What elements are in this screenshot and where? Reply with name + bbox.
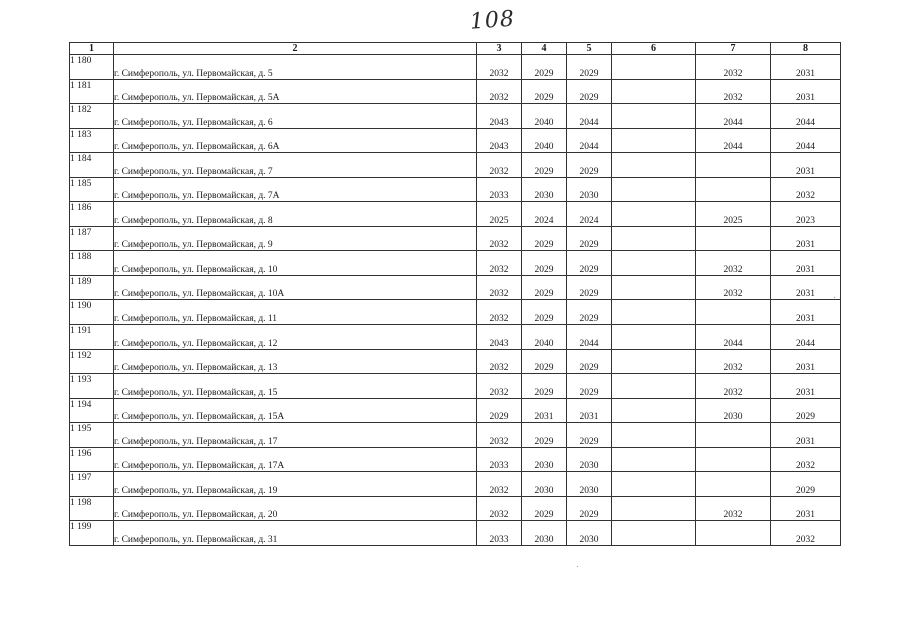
row-number-cell: 1 199 (70, 521, 114, 546)
column-7-cell: 2044 (696, 128, 771, 153)
column-6-cell (612, 251, 696, 276)
row-number-cell: 1 182 (70, 104, 114, 129)
column-7-cell: 2030 (696, 398, 771, 423)
column-3-cell: 2032 (477, 226, 522, 251)
column-header-1: 1 (70, 43, 114, 55)
column-8-cell: 2032 (771, 447, 841, 472)
table-row (70, 275, 841, 300)
column-4-cell: 2030 (522, 177, 567, 202)
column-8-cell: 2031 (771, 496, 841, 521)
column-6-cell (612, 521, 696, 546)
column-5-cell: 2029 (567, 251, 612, 276)
column-6-cell (612, 374, 696, 399)
row-number-cell: 1 180 (70, 55, 114, 80)
column-8-cell: 2031 (771, 423, 841, 448)
column-8-cell: 2029 (771, 472, 841, 497)
column-4-cell: 2029 (522, 349, 567, 374)
column-7-cell: 2025 (696, 202, 771, 227)
column-5-cell: 2029 (567, 374, 612, 399)
row-number-cell: 1 195 (70, 423, 114, 448)
column-7-cell: 2044 (696, 325, 771, 350)
row-number-cell: 1 189 (70, 275, 114, 300)
column-3-cell: 2032 (477, 275, 522, 300)
column-5-cell: 2029 (567, 275, 612, 300)
column-header-5: 5 (567, 43, 612, 55)
row-number-cell: 1 186 (70, 202, 114, 227)
scan-speck (834, 297, 835, 298)
column-7-cell (696, 300, 771, 325)
column-4-cell: 2030 (522, 521, 567, 546)
column-4-cell: 2029 (522, 153, 567, 178)
column-8-cell: 2031 (771, 374, 841, 399)
column-6-cell (612, 325, 696, 350)
row-number-cell: 1 194 (70, 398, 114, 423)
table-row (70, 521, 841, 546)
address-cell: г. Симферополь, ул. Первомайская, д. 11 (114, 300, 477, 325)
column-8-cell: 2044 (771, 128, 841, 153)
column-7-cell (696, 423, 771, 448)
address-cell: г. Симферополь, ул. Первомайская, д. 12 (114, 325, 477, 350)
row-number-cell: 1 184 (70, 153, 114, 178)
column-3-cell: 2032 (477, 300, 522, 325)
column-4-cell: 2029 (522, 275, 567, 300)
table-row (70, 496, 841, 521)
column-4-cell: 2029 (522, 300, 567, 325)
address-cell: г. Симферополь, ул. Первомайская, д. 10А (114, 275, 477, 300)
table-row (70, 202, 841, 227)
column-5-cell: 2044 (567, 128, 612, 153)
column-5-cell: 2031 (567, 398, 612, 423)
row-number-cell: 1 181 (70, 79, 114, 104)
address-cell: г. Симферополь, ул. Первомайская, д. 7А (114, 177, 477, 202)
column-7-cell (696, 447, 771, 472)
column-5-cell: 2029 (567, 55, 612, 80)
column-header-7: 7 (696, 43, 771, 55)
column-4-cell: 2029 (522, 226, 567, 251)
row-number-cell: 1 197 (70, 472, 114, 497)
column-3-cell: 2043 (477, 325, 522, 350)
address-cell: г. Симферополь, ул. Первомайская, д. 15 (114, 374, 477, 399)
scan-speck (577, 566, 578, 567)
column-5-cell: 2029 (567, 153, 612, 178)
table-row (70, 128, 841, 153)
address-cell: г. Симферополь, ул. Первомайская, д. 31 (114, 521, 477, 546)
row-number-cell: 1 187 (70, 226, 114, 251)
column-7-cell (696, 177, 771, 202)
column-6-cell (612, 496, 696, 521)
column-8-cell: 2044 (771, 325, 841, 350)
column-7-cell: 2044 (696, 104, 771, 129)
table-row (70, 325, 841, 350)
address-cell: г. Симферополь, ул. Первомайская, д. 5А (114, 79, 477, 104)
column-4-cell: 2029 (522, 251, 567, 276)
column-4-cell: 2040 (522, 325, 567, 350)
column-7-cell: 2032 (696, 251, 771, 276)
row-number-cell: 1 193 (70, 374, 114, 399)
column-7-cell: 2032 (696, 374, 771, 399)
column-5-cell: 2029 (567, 423, 612, 448)
column-3-cell: 2032 (477, 349, 522, 374)
column-8-cell: 2023 (771, 202, 841, 227)
handwritten-page-number: 108 (469, 6, 516, 35)
column-4-cell: 2030 (522, 447, 567, 472)
row-number-cell: 1 185 (70, 177, 114, 202)
address-cell: г. Симферополь, ул. Первомайская, д. 17А (114, 447, 477, 472)
column-3-cell: 2025 (477, 202, 522, 227)
address-cell: г. Симферополь, ул. Первомайская, д. 6А (114, 128, 477, 153)
column-6-cell (612, 79, 696, 104)
column-3-cell: 2032 (477, 79, 522, 104)
column-6-cell (612, 472, 696, 497)
column-8-cell: 2032 (771, 521, 841, 546)
column-5-cell: 2030 (567, 177, 612, 202)
row-number-cell: 1 190 (70, 300, 114, 325)
column-3-cell: 2032 (477, 472, 522, 497)
column-3-cell: 2033 (477, 521, 522, 546)
address-cell: г. Симферополь, ул. Первомайская, д. 10 (114, 251, 477, 276)
column-6-cell (612, 447, 696, 472)
table-row (70, 349, 841, 374)
column-5-cell: 2044 (567, 325, 612, 350)
column-5-cell: 2030 (567, 521, 612, 546)
column-8-cell: 2029 (771, 398, 841, 423)
column-number-header-row (70, 43, 841, 55)
table-row (70, 251, 841, 276)
column-3-cell: 2032 (477, 153, 522, 178)
column-7-cell (696, 153, 771, 178)
column-7-cell: 2032 (696, 496, 771, 521)
column-7-cell (696, 472, 771, 497)
address-cell: г. Симферополь, ул. Первомайская, д. 6 (114, 104, 477, 129)
table-row (70, 398, 841, 423)
row-number-cell: 1 192 (70, 349, 114, 374)
column-3-cell: 2032 (477, 496, 522, 521)
table-body (70, 55, 841, 546)
column-8-cell: 2032 (771, 177, 841, 202)
address-schedule-table (69, 42, 841, 546)
column-5-cell: 2030 (567, 447, 612, 472)
row-number-cell: 1 188 (70, 251, 114, 276)
column-3-cell: 2029 (477, 398, 522, 423)
column-5-cell: 2024 (567, 202, 612, 227)
column-5-cell: 2029 (567, 79, 612, 104)
column-3-cell: 2043 (477, 104, 522, 129)
table-row (70, 300, 841, 325)
column-6-cell (612, 423, 696, 448)
column-3-cell: 2033 (477, 447, 522, 472)
address-cell: г. Симферополь, ул. Первомайская, д. 17 (114, 423, 477, 448)
column-8-cell: 2031 (771, 153, 841, 178)
column-5-cell: 2029 (567, 226, 612, 251)
column-4-cell: 2029 (522, 423, 567, 448)
table-row (70, 177, 841, 202)
column-3-cell: 2032 (477, 55, 522, 80)
column-3-cell: 2032 (477, 374, 522, 399)
column-4-cell: 2040 (522, 104, 567, 129)
column-3-cell: 2033 (477, 177, 522, 202)
column-8-cell: 2031 (771, 275, 841, 300)
column-4-cell: 2029 (522, 496, 567, 521)
address-cell: г. Симферополь, ул. Первомайская, д. 20 (114, 496, 477, 521)
table-row (70, 472, 841, 497)
table-row (70, 423, 841, 448)
column-8-cell: 2031 (771, 349, 841, 374)
column-header-4: 4 (522, 43, 567, 55)
column-6-cell (612, 398, 696, 423)
column-5-cell: 2044 (567, 104, 612, 129)
column-5-cell: 2029 (567, 300, 612, 325)
address-cell: г. Симферополь, ул. Первомайская, д. 13 (114, 349, 477, 374)
column-8-cell: 2031 (771, 226, 841, 251)
column-7-cell (696, 521, 771, 546)
address-cell: г. Симферополь, ул. Первомайская, д. 8 (114, 202, 477, 227)
table-row (70, 226, 841, 251)
column-4-cell: 2024 (522, 202, 567, 227)
column-4-cell: 2040 (522, 128, 567, 153)
column-6-cell (612, 104, 696, 129)
column-header-6: 6 (612, 43, 696, 55)
column-6-cell (612, 202, 696, 227)
table-row (70, 374, 841, 399)
table-row (70, 153, 841, 178)
column-6-cell (612, 55, 696, 80)
table-row (70, 447, 841, 472)
table-row (70, 79, 841, 104)
column-4-cell: 2029 (522, 374, 567, 399)
address-cell: г. Симферополь, ул. Первомайская, д. 5 (114, 55, 477, 80)
address-cell: г. Симферополь, ул. Первомайская, д. 15А (114, 398, 477, 423)
column-header-8: 8 (771, 43, 841, 55)
column-6-cell (612, 300, 696, 325)
column-7-cell: 2032 (696, 79, 771, 104)
row-number-cell: 1 196 (70, 447, 114, 472)
column-header-3: 3 (477, 43, 522, 55)
column-3-cell: 2032 (477, 423, 522, 448)
column-4-cell: 2031 (522, 398, 567, 423)
column-4-cell: 2029 (522, 79, 567, 104)
column-5-cell: 2029 (567, 496, 612, 521)
column-8-cell: 2031 (771, 55, 841, 80)
column-7-cell: 2032 (696, 55, 771, 80)
column-6-cell (612, 275, 696, 300)
column-7-cell (696, 226, 771, 251)
column-6-cell (612, 226, 696, 251)
column-header-2: 2 (114, 43, 477, 55)
row-number-cell: 1 183 (70, 128, 114, 153)
column-4-cell: 2029 (522, 55, 567, 80)
column-8-cell: 2031 (771, 251, 841, 276)
column-6-cell (612, 349, 696, 374)
column-6-cell (612, 128, 696, 153)
column-8-cell: 2031 (771, 300, 841, 325)
address-cell: г. Симферополь, ул. Первомайская, д. 9 (114, 226, 477, 251)
column-3-cell: 2032 (477, 251, 522, 276)
address-cell: г. Симферополь, ул. Первомайская, д. 7 (114, 153, 477, 178)
row-number-cell: 1 191 (70, 325, 114, 350)
column-5-cell: 2029 (567, 349, 612, 374)
column-6-cell (612, 177, 696, 202)
address-cell: г. Симферополь, ул. Первомайская, д. 19 (114, 472, 477, 497)
column-8-cell: 2031 (771, 79, 841, 104)
column-7-cell: 2032 (696, 349, 771, 374)
table-row (70, 104, 841, 129)
column-6-cell (612, 153, 696, 178)
table-row (70, 55, 841, 80)
column-5-cell: 2030 (567, 472, 612, 497)
row-number-cell: 1 198 (70, 496, 114, 521)
column-8-cell: 2044 (771, 104, 841, 129)
column-7-cell: 2032 (696, 275, 771, 300)
column-4-cell: 2030 (522, 472, 567, 497)
column-3-cell: 2043 (477, 128, 522, 153)
